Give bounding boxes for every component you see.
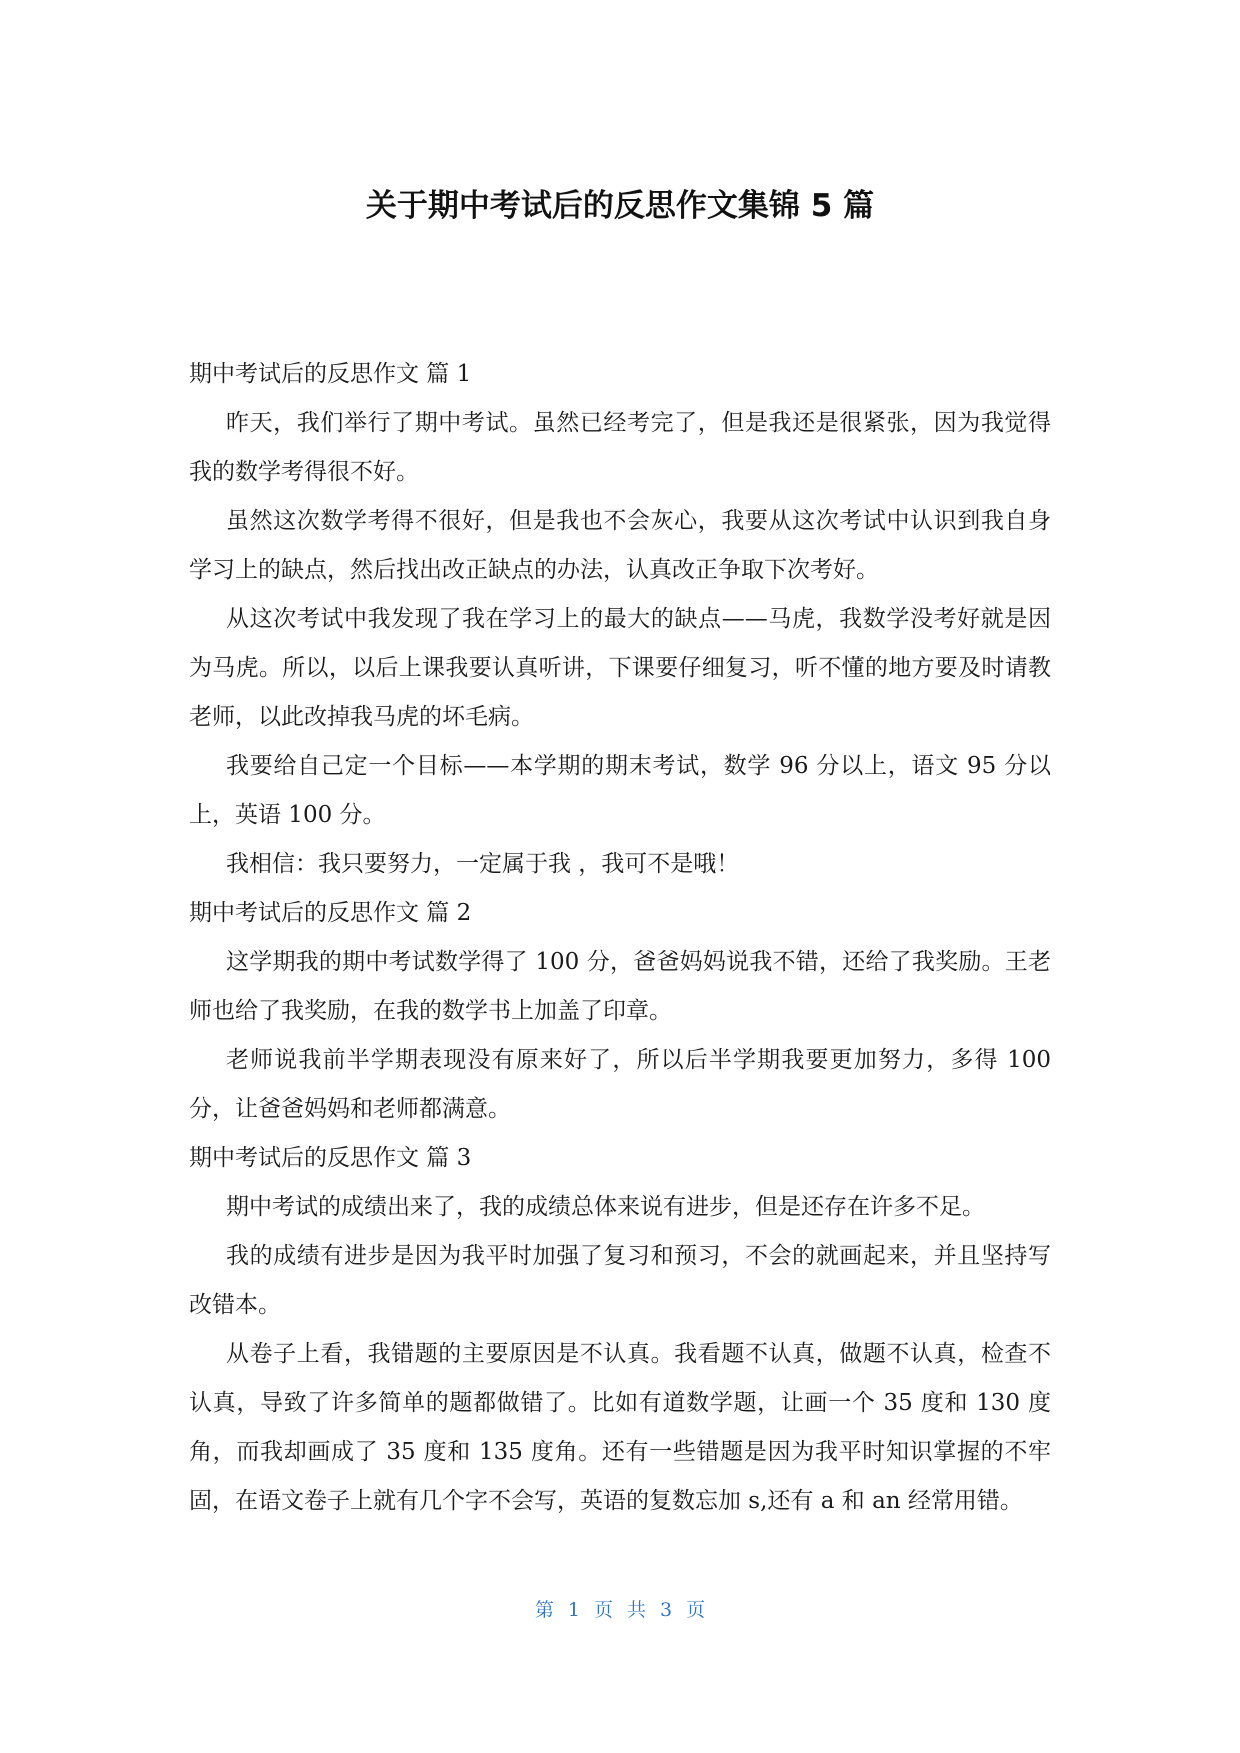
essay-heading-3: 期中考试后的反思作文 篇 3 (189, 1145, 472, 1171)
paragraph: 我要给自己定一个目标——本学期的期末考试，数学 96 分以上，语文 95 分以上，英语 100 分。 (189, 753, 1051, 828)
page-number-footer: 第 1 页 共 3 页 (534, 1599, 706, 1621)
paragraph: 我相信：我只要努力，一定属于我 ，我可不是哦！ (226, 851, 740, 877)
essay-heading-2: 期中考试后的反思作文 篇 2 (189, 900, 472, 926)
paragraph: 老师说我前半学期表现没有原来好了，所以后半学期我要更加努力，多得 100 分，让爸爸妈妈和老师都满意。 (189, 1047, 1051, 1122)
paragraph: 从卷子上看，我错题的主要原因是不认真。我看题不认真，做题不认真，检查不认真，导致了许多简单的题都做错了。比如有道数学题，让画一个 35 度和 130 度角，而我却画成了 35 度和 135 度角。还有一些错题是因为我平时知识掌握的不牢固，在语文卷子上就有几个字不会写，英语的复数忘加 s,还有 a 和 an 经常用错。 (189, 1341, 1051, 1514)
document-body (189, 350, 1051, 1526)
essay-heading-1: 期中考试后的反思作文 篇 1 (189, 361, 472, 387)
paragraph: 虽然这次数学考得不很好，但是我也不会灰心，我要从这次考试中认识到我自身学习上的缺点，然后找出改正缺点的办法，认真改正争取下次考好。 (189, 508, 1051, 583)
paragraph: 从这次考试中我发现了我在学习上的最大的缺点——马虎，我数学没考好就是因为马虎。所以，以后上课我要认真听讲，下课要仔细复习，听不懂的地方要及时请教老师，以此改掉我马虎的坏毛病。 (189, 606, 1051, 730)
paragraph: 昨天，我们举行了期中考试。虽然已经考完了，但是我还是很紧张，因为我觉得我的数学考得很不好。 (189, 410, 1051, 485)
document-title: 关于期中考试后的反思作文集锦 5 篇 (365, 188, 875, 224)
paragraph: 这学期我的期中考试数学得了 100 分，爸爸妈妈说我不错，还给了我奖励。王老师也给了我奖励，在我的数学书上加盖了印章。 (189, 949, 1051, 1024)
paragraph: 我的成绩有进步是因为我平时加强了复习和预习，不会的就画起来，并且坚持写改错本。 (189, 1243, 1051, 1318)
paragraph: 期中考试的成绩出来了，我的成绩总体来说有进步，但是还存在许多不足。 (226, 1194, 985, 1220)
